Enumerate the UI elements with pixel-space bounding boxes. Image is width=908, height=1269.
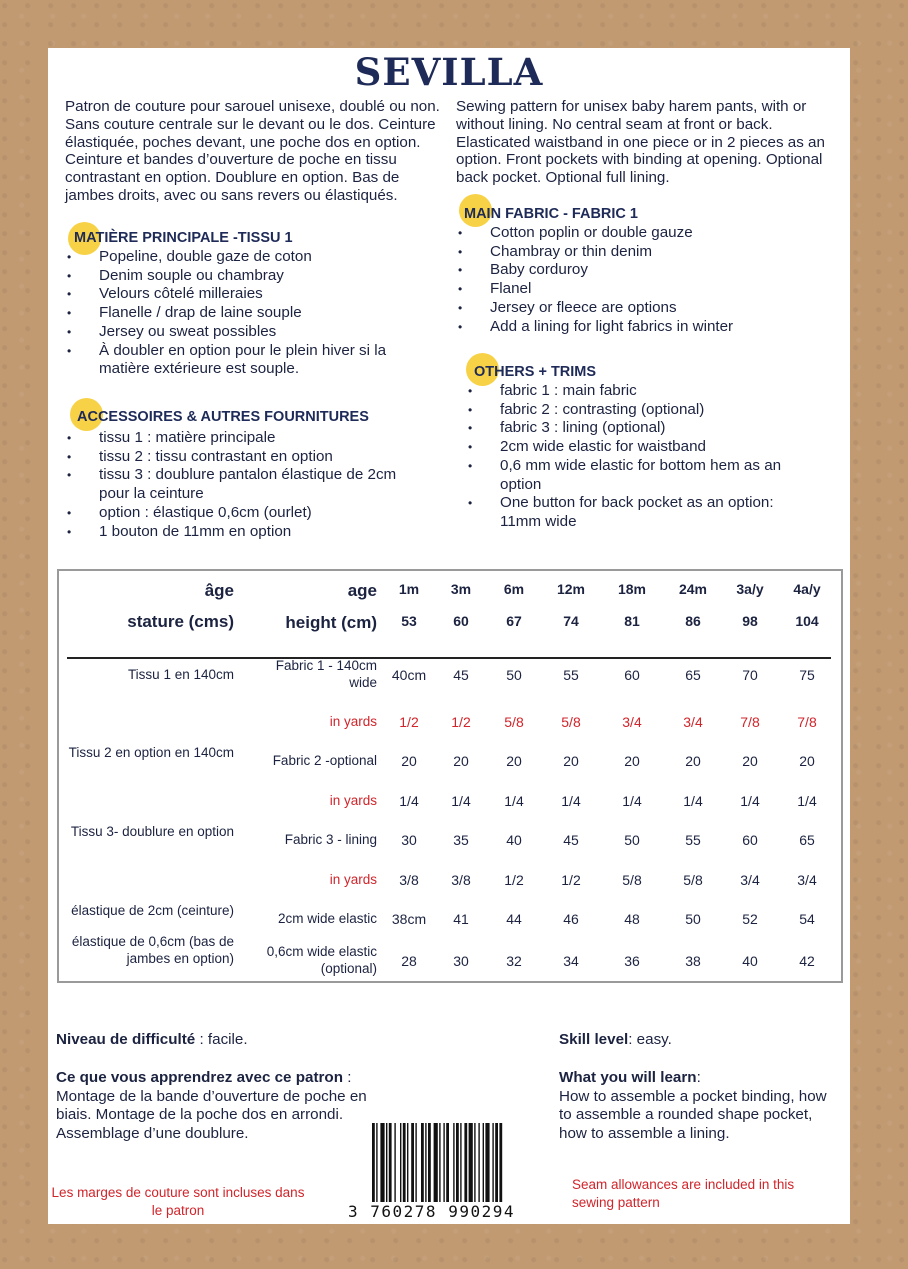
table-cell: 1/2 bbox=[561, 872, 581, 888]
en-learn: What you will learn: How to assemble a pocket binding, how to assemble a rounded shape pocket, how to assemble a lining. bbox=[559, 1069, 827, 1142]
table-cell: 65 bbox=[685, 667, 701, 683]
table-cell: 32 bbox=[506, 953, 522, 969]
barcode-bar bbox=[421, 1123, 424, 1203]
table-cell: 52 bbox=[742, 911, 758, 927]
table-cell: 40 bbox=[742, 953, 758, 969]
height-header: 67 bbox=[506, 613, 522, 629]
row-label-en: Fabric 3 - lining bbox=[284, 832, 377, 847]
table-cell: 20 bbox=[506, 753, 522, 769]
list-item: • fabric 2 : contrasting (optional) bbox=[466, 401, 806, 420]
size-header: 24m bbox=[678, 581, 708, 597]
height-header: 98 bbox=[742, 613, 758, 629]
barcode-bar bbox=[485, 1123, 489, 1203]
barcode-bar bbox=[411, 1123, 414, 1203]
barcode-bar bbox=[428, 1123, 431, 1203]
table-cell: 1/4 bbox=[451, 793, 471, 809]
table-cell: 45 bbox=[453, 667, 469, 683]
en-others-list bbox=[466, 382, 806, 532]
table-cell: 1/4 bbox=[622, 793, 642, 809]
table-cell: 3/8 bbox=[399, 872, 419, 888]
barcode-bar bbox=[460, 1123, 461, 1203]
row-label-fr: Tissu 1 en 140cm bbox=[127, 667, 234, 682]
table-cell: 36 bbox=[624, 953, 640, 969]
height-header: 74 bbox=[563, 613, 579, 629]
row-label-en: in yards bbox=[329, 793, 377, 808]
table-cell: 54 bbox=[799, 911, 815, 927]
barcode-bar bbox=[495, 1123, 498, 1203]
table-cell: 1/2 bbox=[451, 714, 471, 730]
table-cell: 40cm bbox=[391, 667, 427, 683]
fr-main-heading: MATIÈRE PRINCIPALE -TISSU 1 bbox=[74, 230, 293, 246]
table-cell: 46 bbox=[563, 911, 579, 927]
en-main-heading: MAIN FABRIC - FABRIC 1 bbox=[464, 206, 638, 222]
table-cell: 1/4 bbox=[561, 793, 581, 809]
barcode-bar bbox=[415, 1123, 416, 1203]
header-rule bbox=[67, 657, 831, 659]
list-item: • fabric 3 : lining (optional) bbox=[466, 419, 806, 438]
table-cell: 60 bbox=[624, 667, 640, 683]
en-others-heading: OTHERS + TRIMS bbox=[474, 364, 597, 380]
list-item: • Add a lining for light fabrics in winter bbox=[456, 318, 836, 337]
barcode-bar bbox=[403, 1123, 406, 1203]
barcode-bar bbox=[389, 1123, 392, 1203]
table-cell: 7/8 bbox=[797, 714, 817, 730]
table-cell: 20 bbox=[453, 753, 469, 769]
table-cell: 70 bbox=[742, 667, 758, 683]
row-label-fr: Tissu 3- doublure en option bbox=[70, 824, 234, 839]
list-item: • À doubler en option pour le plein hiver si la matière extérieure est souple. bbox=[65, 342, 425, 379]
table-cell: 75 bbox=[799, 667, 815, 683]
table-cell: 20 bbox=[742, 753, 758, 769]
table-cell: 60 bbox=[742, 832, 758, 848]
barcode-bar bbox=[474, 1123, 475, 1203]
table-cell: 1/4 bbox=[797, 793, 817, 809]
row-label-fr: élastique de 0,6cm (bas de jambes en option) bbox=[71, 934, 234, 966]
table-cell: 50 bbox=[624, 832, 640, 848]
table-cell: 5/8 bbox=[683, 872, 703, 888]
size-header: 3a/y bbox=[736, 581, 764, 597]
barcode-bar bbox=[372, 1123, 375, 1203]
barcode-bar bbox=[425, 1123, 426, 1203]
barcode-bar bbox=[394, 1123, 395, 1203]
table-cell: 42 bbox=[799, 953, 815, 969]
height-header: 81 bbox=[624, 613, 640, 629]
list-item: • Flanelle / drap de laine souple bbox=[65, 304, 425, 323]
row-label-en: 0,6cm wide elastic (optional) bbox=[266, 944, 377, 976]
fr-seam-note: Les marges de couture sont incluses dans le patron bbox=[51, 1185, 305, 1218]
age-en-header: age bbox=[347, 581, 377, 600]
list-item: • Denim souple ou chambray bbox=[65, 267, 425, 286]
table-cell: 50 bbox=[685, 911, 701, 927]
height-header: 60 bbox=[453, 613, 469, 629]
en-skill-level: Skill level: easy. bbox=[559, 1031, 672, 1048]
intro-en: Sewing pattern for unisex baby harem pants, with or without lining. No central seam at front or back. Elasticated waistband in one piece or in 2 pieces as an option. Front pockets with binding at opening. Optional back pocket. Optional full lining. bbox=[456, 98, 825, 187]
table-cell: 7/8 bbox=[740, 714, 760, 730]
list-item: • 2cm wide elastic for waistband bbox=[466, 438, 806, 457]
barcode-bar bbox=[400, 1123, 401, 1203]
barcode-bar bbox=[443, 1123, 444, 1203]
list-item: • option : élastique 0,6cm (ourlet) bbox=[65, 504, 425, 523]
barcode-bar bbox=[456, 1123, 459, 1203]
barcode-bar bbox=[380, 1123, 384, 1203]
height-en-header: height (cm) bbox=[285, 613, 377, 632]
table-cell: 5/8 bbox=[622, 872, 642, 888]
fr-skill-level: Niveau de difficulté : facile. bbox=[56, 1031, 248, 1048]
size-header: 18m bbox=[617, 581, 647, 597]
table-cell: 30 bbox=[453, 953, 469, 969]
table-cell: 55 bbox=[685, 832, 701, 848]
fr-acc-heading: ACCESSOIRES & AUTRES FOURNITURES bbox=[77, 409, 369, 425]
barcode-bar bbox=[439, 1123, 440, 1203]
table-cell: 28 bbox=[401, 953, 417, 969]
list-item: • Jersey ou sweat possibles bbox=[65, 323, 425, 342]
list-item: • Baby corduroy bbox=[456, 261, 836, 280]
row-label-fr: élastique de 2cm (ceinture) bbox=[71, 903, 234, 918]
table-cell: 44 bbox=[506, 911, 522, 927]
row-label-en: Fabric 2 -optional bbox=[272, 753, 377, 768]
barcode-bar bbox=[492, 1123, 493, 1203]
height-header: 86 bbox=[685, 613, 701, 629]
fr-acc-list bbox=[65, 429, 425, 541]
table-cell: 38 bbox=[685, 953, 701, 969]
table-cell: 38cm bbox=[391, 911, 427, 927]
fr-learn: Ce que vous apprendrez avec ce patron : Montage de la bande d’ouverture de poche en biais. Montage de la poche dos en arrondi. Assemblage d’une doublure. bbox=[56, 1069, 367, 1142]
barcode-bar bbox=[407, 1123, 408, 1203]
row-label-en: in yards bbox=[329, 872, 377, 887]
table-cell: 3/4 bbox=[740, 872, 760, 888]
list-item: • Velours côtelé milleraies bbox=[65, 285, 425, 304]
barcode-bar bbox=[386, 1123, 387, 1203]
table-cell: 1/2 bbox=[504, 872, 524, 888]
table-cell: 45 bbox=[563, 832, 579, 848]
pattern-sheet bbox=[48, 48, 850, 1224]
table-cell: 55 bbox=[563, 667, 579, 683]
table-cell: 50 bbox=[506, 667, 522, 683]
list-item: • 1 bouton de 11mm en option bbox=[65, 523, 425, 542]
list-item: • 0,6 mm wide elastic for bottom hem as an option bbox=[466, 457, 806, 494]
list-item: • Popeline, double gaze de coton bbox=[65, 248, 425, 267]
list-item: • Flanel bbox=[456, 280, 836, 299]
table-cell: 1/4 bbox=[740, 793, 760, 809]
barcode-bar bbox=[478, 1123, 479, 1203]
row-label-en: Fabric 1 - 140cm wide bbox=[275, 658, 377, 690]
table-cell: 20 bbox=[563, 753, 579, 769]
barcode-bar bbox=[434, 1123, 438, 1203]
table-cell: 1/4 bbox=[399, 793, 419, 809]
table-cell: 3/8 bbox=[451, 872, 471, 888]
height-header: 104 bbox=[795, 613, 819, 629]
table-cell: 20 bbox=[624, 753, 640, 769]
table-cell: 1/4 bbox=[504, 793, 524, 809]
barcode-bar bbox=[469, 1123, 473, 1203]
barcode-bar bbox=[464, 1123, 467, 1203]
list-item: • tissu 3 : doublure pantalon élastique de 2cm pour la ceinture bbox=[65, 466, 425, 503]
table-cell: 34 bbox=[563, 953, 579, 969]
intro-fr: Patron de couture pour sarouel unisexe, doublé ou non. Sans couture centrale sur le devant ou le dos. Ceinture élastiquée, poches devant, une poche dos en option. Ceinture et bandes d’ouverture de poche en tissu contrastant en option. Doublure en option. Bas de jambes droits, avec ou sans revers ou élastiqués. bbox=[65, 98, 440, 204]
table-cell: 3/4 bbox=[683, 714, 703, 730]
en-seam-note: Seam allowances are included in this sewing pattern bbox=[572, 1177, 795, 1210]
table-cell: 35 bbox=[453, 832, 469, 848]
table-cell: 3/4 bbox=[797, 872, 817, 888]
list-item: • One button for back pocket as an option: 11mm wide bbox=[466, 494, 806, 531]
height-header: 53 bbox=[401, 613, 417, 629]
table-cell: 5/8 bbox=[504, 714, 524, 730]
table-cell: 48 bbox=[624, 911, 640, 927]
table-cell: 30 bbox=[401, 832, 417, 848]
list-item: • Cotton poplin or double gauze bbox=[456, 224, 836, 243]
age-fr-header: âge bbox=[204, 581, 234, 600]
barcode-bar bbox=[453, 1123, 454, 1203]
size-header: 6m bbox=[503, 581, 525, 597]
table-cell: 20 bbox=[685, 753, 701, 769]
table-cell: 40 bbox=[506, 832, 522, 848]
barcode-bar bbox=[446, 1123, 449, 1203]
barcode-bar bbox=[483, 1123, 484, 1203]
table-cell: 1/2 bbox=[399, 714, 419, 730]
list-item: • fabric 1 : main fabric bbox=[466, 382, 806, 401]
size-header: 3m bbox=[450, 581, 472, 597]
list-item: • Jersey or fleece are options bbox=[456, 299, 836, 318]
size-chart-table bbox=[57, 569, 843, 983]
row-label-en: 2cm wide elastic bbox=[277, 911, 377, 926]
size-header: 1m bbox=[398, 581, 420, 597]
row-label-fr: Tissu 2 en option en 140cm bbox=[68, 745, 234, 760]
table-cell: 5/8 bbox=[561, 714, 581, 730]
size-header: 12m bbox=[556, 581, 586, 597]
en-main-list bbox=[456, 224, 836, 336]
table-cell: 41 bbox=[453, 911, 469, 927]
table-cell: 20 bbox=[799, 753, 815, 769]
table-cell: 1/4 bbox=[683, 793, 703, 809]
list-item: • tissu 1 : matière principale bbox=[65, 429, 425, 448]
list-item: • tissu 2 : tissu contrastant en option bbox=[65, 448, 425, 467]
fr-main-list bbox=[65, 248, 425, 379]
list-item: • Chambray or thin denim bbox=[456, 243, 836, 262]
row-label-en: in yards bbox=[329, 714, 377, 729]
barcode-digits: 3 760278 990294 bbox=[348, 1202, 515, 1221]
page-title: SEVILLA bbox=[354, 50, 544, 94]
table-cell: 20 bbox=[401, 753, 417, 769]
barcode-bar bbox=[376, 1123, 377, 1203]
barcode-bar bbox=[499, 1123, 502, 1203]
size-header: 4a/y bbox=[793, 581, 821, 597]
table-cell: 3/4 bbox=[622, 714, 642, 730]
stature-fr-header: stature (cms) bbox=[127, 612, 234, 631]
table-cell: 65 bbox=[799, 832, 815, 848]
